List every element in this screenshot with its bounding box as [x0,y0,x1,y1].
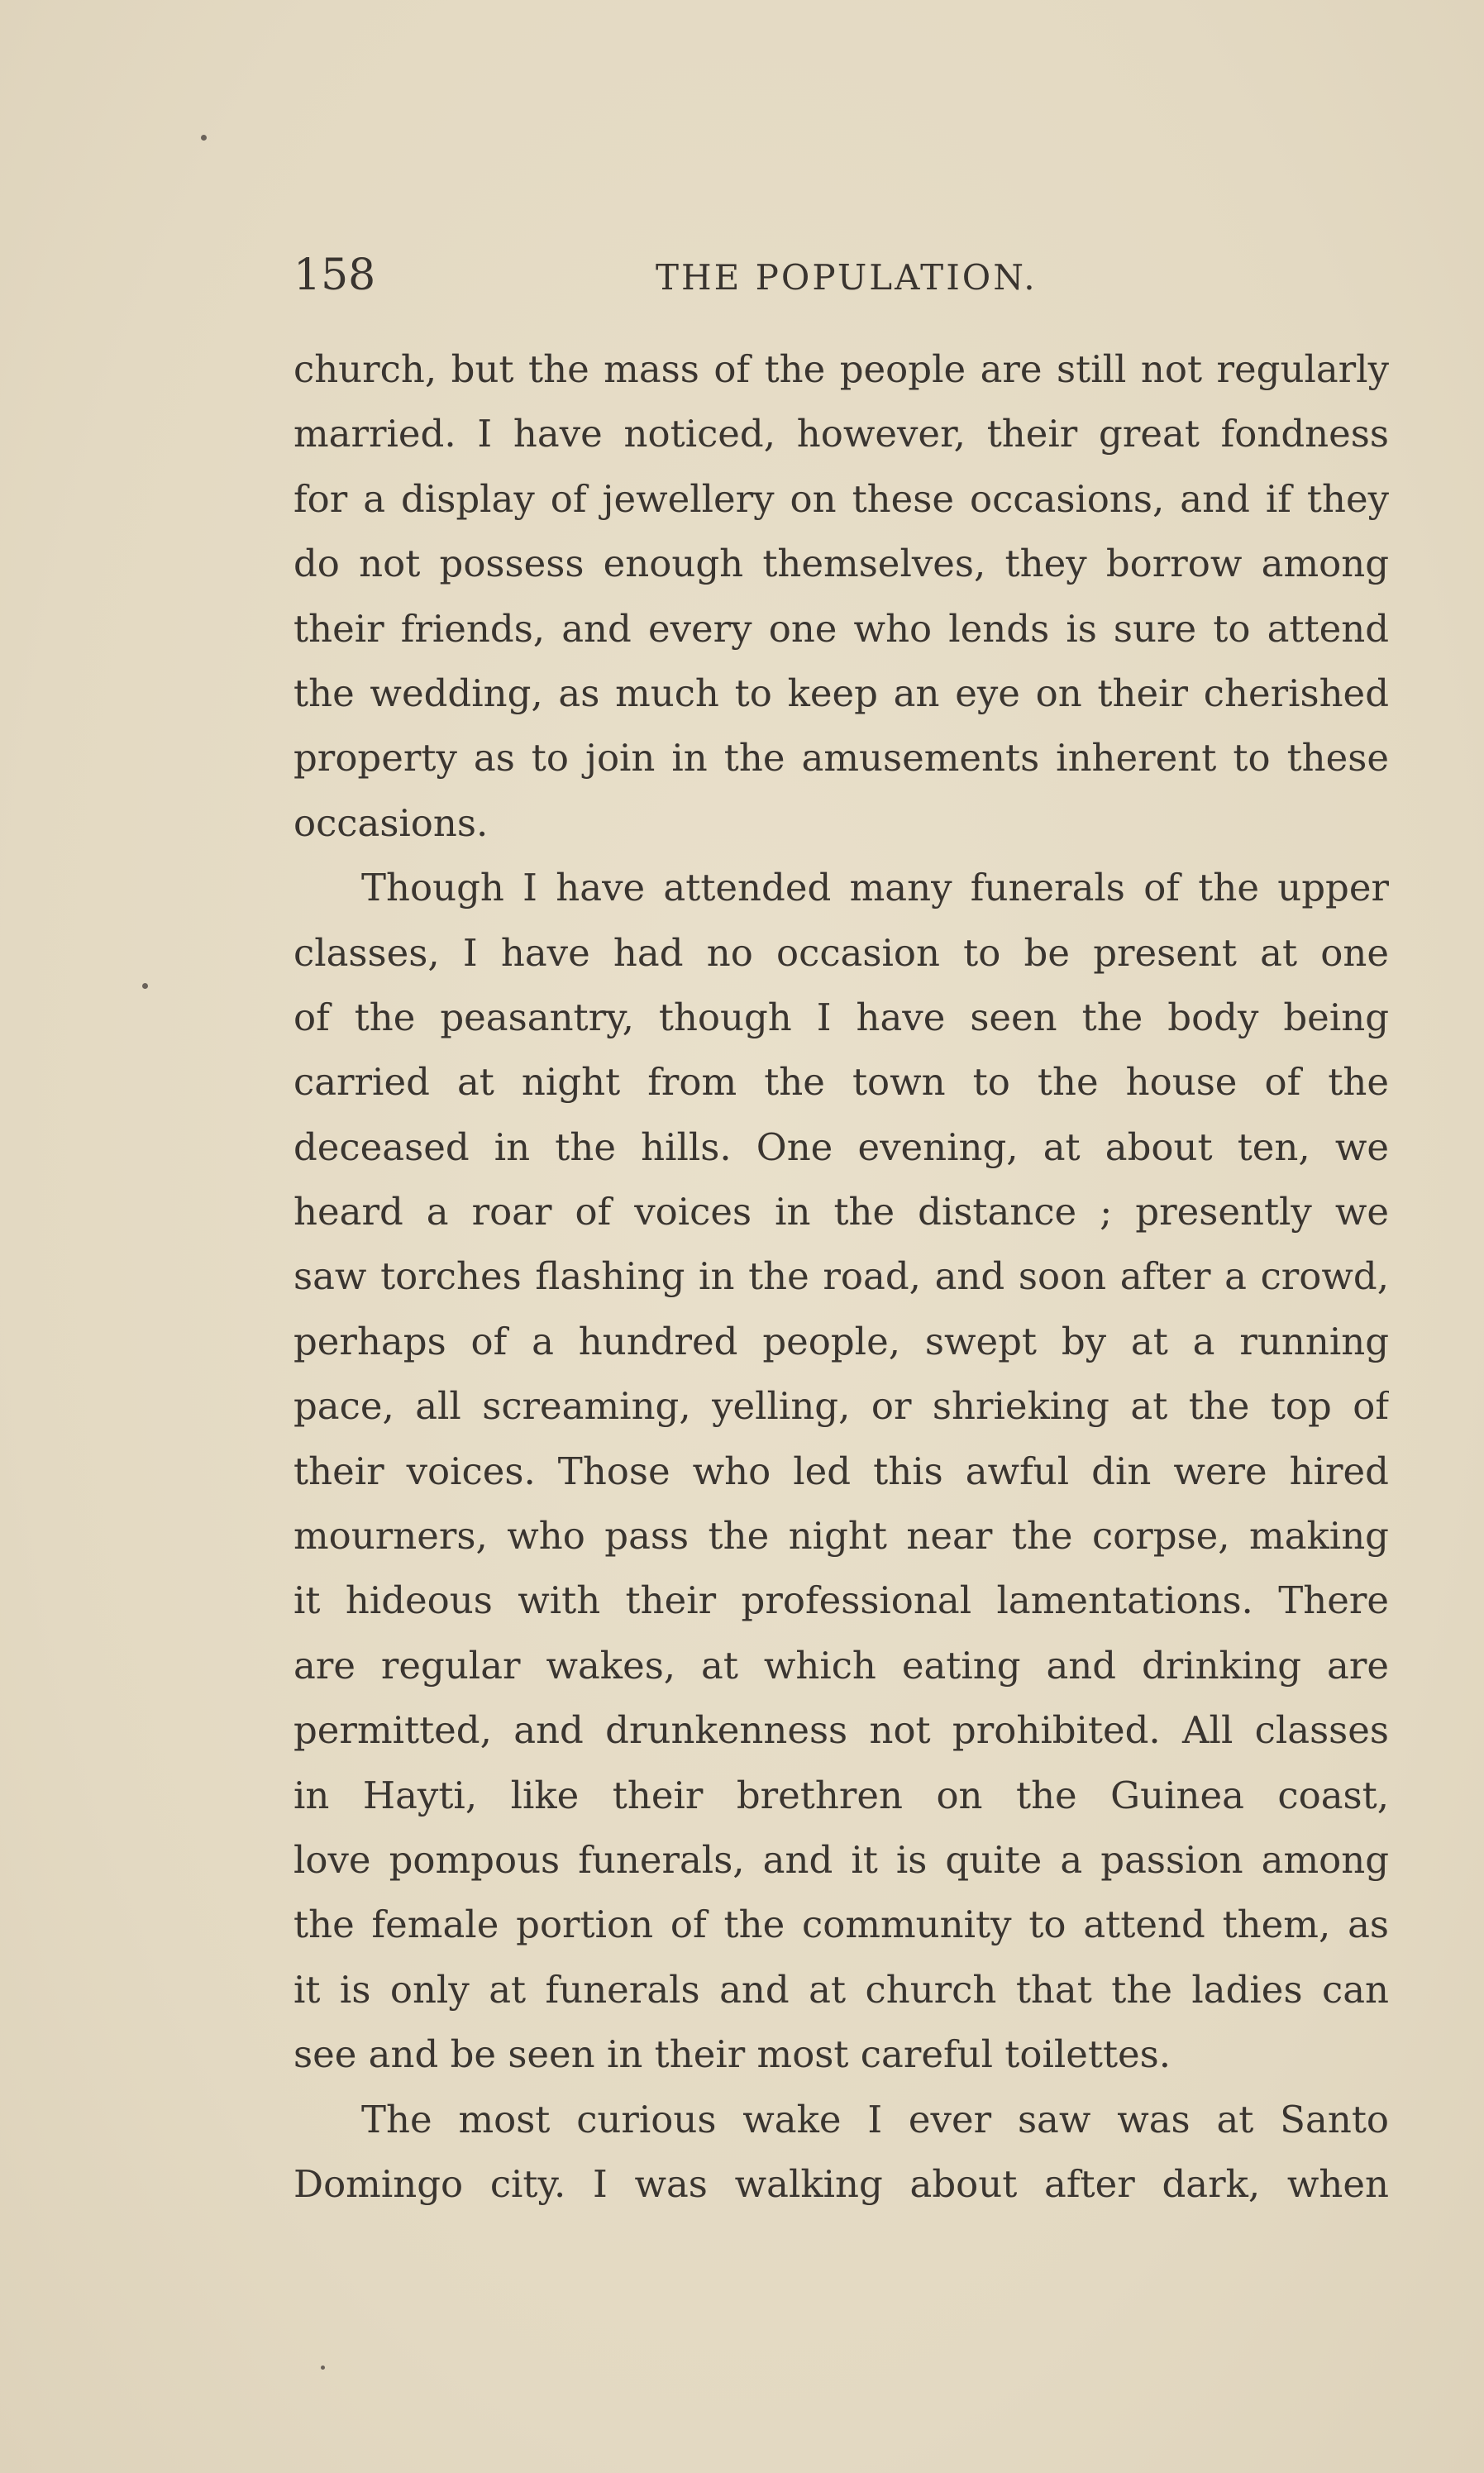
text-line: of the peasantry, though I have seen the body being [293,995,1389,1039]
paper-speck [321,2366,325,2370]
text-line: occasions. [293,800,489,845]
text-line: classes, I have had no occasion to be present at one [293,930,1389,975]
text-line: heard a roar of voices in the distance ; presently we [293,1190,1389,1234]
text-line: their voices. Those who led this awful din were hired [293,1449,1389,1493]
text-line: married. I have noticed, however, their great fondness [293,412,1389,456]
text-line: it hideous with their professional lamentations. There [293,1578,1389,1623]
page-number: 158 [293,251,376,300]
text-line: The most curious wake I ever saw was at Santo [361,2097,1389,2141]
paper-speck [142,983,148,989]
running-head: THE POPULATION. [656,257,1038,298]
paragraph [293,2088,1389,2218]
text-line: permitted, and drunkenness not prohibited. All classes [293,1708,1389,1753]
paper-speck [201,135,207,141]
text-line: are regular wakes, at which eating and drinking are [293,1643,1389,1688]
text-line: deceased in the hills. One evening, at about ten, we [293,1124,1389,1169]
text-line: property as to join in the amusements inherent to these [293,736,1389,781]
text-line: see and be seen in their most careful toilettes. [293,2032,1171,2077]
text-line: in Hayti, like their brethren on the Guinea coast, [293,1773,1389,1817]
text-line: it is only at funerals and at church that the ladies can [293,1967,1389,2012]
paragraph [293,856,1389,2087]
text-line: mourners, who pass the night near the corpse, making [293,1514,1389,1559]
text-line: love pompous funerals, and it is quite a passion among [293,1837,1389,1882]
text-line: Though I have attended many funerals of the upper [361,866,1389,910]
page-header [293,246,1393,304]
text-line: carried at night from the town to the house of the [293,1060,1389,1105]
text-line: perhaps of a hundred people, swept by at a running [293,1319,1389,1363]
paragraph [293,337,1389,856]
text-line: for a display of jewellery on these occasions, and if they [293,476,1389,521]
text-line: do not possess enough themselves, they borrow among [293,542,1389,586]
text-line: the wedding, as much to keep an eye on their cherished [293,671,1389,715]
text-line: Domingo city. I was walking about after dark, when [293,2161,1389,2206]
text-line: church, but the mass of the people are still not regularly [293,347,1389,391]
text-line: saw torches flashing in the road, and soon after a crowd, [293,1254,1389,1299]
body-text [293,337,1389,2217]
text-line: their friends, and every one who lends is sure to attend [293,606,1389,651]
text-line: the female portion of the community to attend them, as [293,1902,1389,1947]
text-line: pace, all screaming, yelling, or shrieking at the top of [293,1384,1389,1429]
